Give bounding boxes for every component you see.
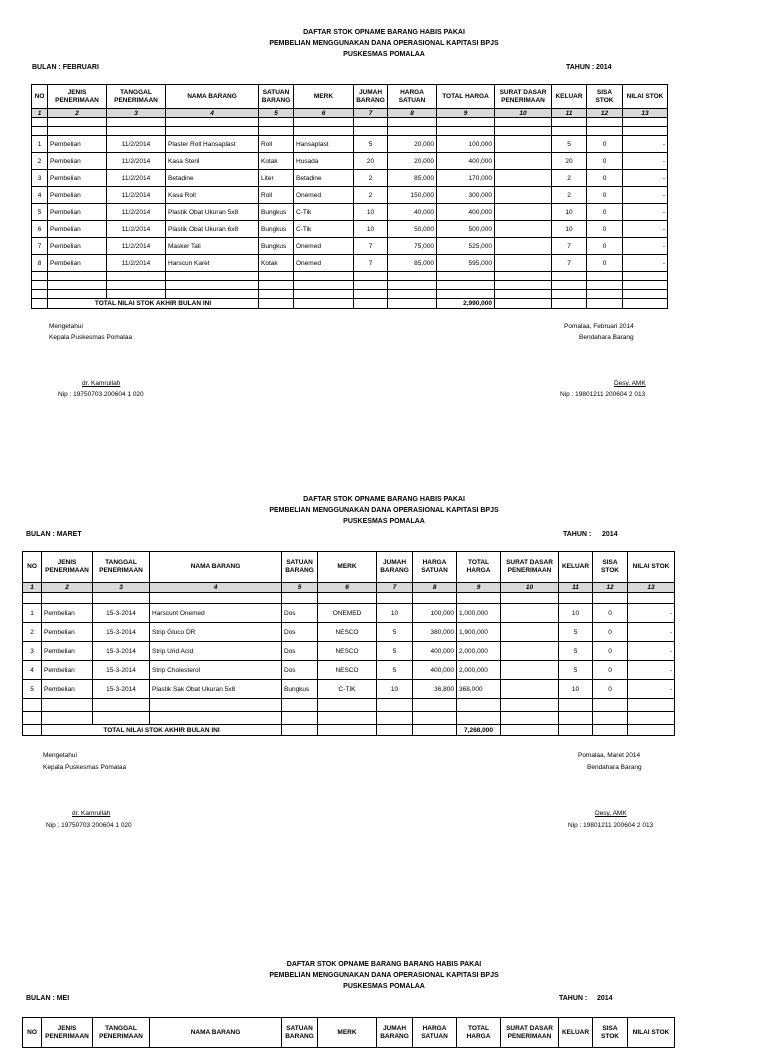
title-line-1: DAFTAR STOK OPNAME BARANG HABIS PAKAI	[303, 29, 465, 36]
mengetahui-label: Mengetahui	[49, 323, 83, 330]
col-number: 1	[23, 583, 42, 593]
place-date: Pomalaa, Maret 2014	[578, 752, 641, 759]
col-header: NILAI STOK	[628, 552, 675, 583]
col-header: NO	[32, 85, 48, 109]
total-label: TOTAL NILAI STOK AKHIR BULAN INI	[42, 725, 282, 736]
col-header: TOTAL HARGA	[457, 552, 501, 583]
col-header: SATUAN BARANG	[282, 552, 318, 583]
col-number: 11	[559, 583, 593, 593]
bulan-label: BULAN : MEI	[26, 995, 70, 1002]
kepala-label: Kepala Puskesmas Pomalaa	[49, 334, 133, 341]
table-row: 5 Pembelian 11/2/2014 Plastik Obat Ukuran 5x8 Bungkus C-Tik 10 40,000 400,000 10 0 -	[32, 204, 668, 221]
total-label: TOTAL NILAI STOK AKHIR BULAN INI	[48, 299, 259, 309]
col-header: TOTAL HARGA	[457, 1018, 501, 1048]
title-line-2: PEMBELIAN MENGGUNAKAN DANA OPERASIONAL KAPITASI BPJS	[269, 972, 499, 979]
col-header: NAMA BARANG	[150, 552, 282, 583]
table-row: 1 Pembelian 15-3-2014 Harscunt Onemed Dos ONEMED 10 100,000 1,000,000 10 0 -	[23, 604, 675, 623]
table-row: 2 Pembelian 15-3-2014 Strip Gluco DR Dos NESCO 5 380,000 1,900,000 5 0 -	[23, 623, 675, 642]
col-number: 4	[166, 109, 259, 118]
table-row: 4 Pembelian 15-3-2014 Strip Cholesterol Dos NESCO 5 400,000 2,000,000 5 0 -	[23, 661, 675, 680]
title-line-3: PUSKESMAS POMALAA	[343, 983, 425, 990]
col-number: 11	[552, 109, 587, 118]
col-header: SATUAN BARANG	[282, 1018, 318, 1048]
title-line-3: PUSKESMAS POMALAA	[343, 51, 425, 58]
bendahara-name: Desy, AMK	[614, 380, 646, 387]
col-number: 5	[259, 109, 294, 118]
col-header: NAMA BARANG	[166, 85, 259, 109]
col-header: HARGA SATUAN	[413, 1018, 457, 1048]
stock-table	[22, 1017, 675, 1048]
title-line-1: DAFTAR STOK OPNAME BARANG HABIS PAKAI	[303, 496, 465, 503]
col-header: JUMAH BARANG	[377, 552, 413, 583]
header-row	[23, 1018, 675, 1048]
col-header: SISA STOK	[593, 1018, 628, 1048]
tahun-value: 2014	[597, 995, 613, 1002]
col-number: 1	[32, 109, 48, 118]
kepala-name: dr. Kamrullah	[72, 810, 111, 817]
table-row: 2 Pembelian 11/2/2014 Kasa Steril Kotak Husada 20 20,000 400,000 20 0 -	[32, 153, 668, 170]
kepala-nip: Nip : 19750703 200604 1 020	[58, 391, 144, 398]
col-number: 7	[377, 583, 413, 593]
col-header: JUMAH BARANG	[377, 1018, 413, 1048]
col-number: 9	[457, 583, 501, 593]
title-line-3: PUSKESMAS POMALAA	[343, 518, 425, 525]
tahun-label: TAHUN :	[563, 531, 592, 538]
tahun-label: TAHUN :	[559, 995, 588, 1002]
col-number: 12	[587, 109, 623, 118]
col-number: 3	[107, 109, 166, 118]
col-number: 4	[150, 583, 282, 593]
col-header: SURAT DASAR PENERIMAAN	[501, 1018, 559, 1048]
col-number: 8	[388, 109, 437, 118]
col-header: MERK	[318, 552, 377, 583]
kepala-nip: Nip : 19750703 200604 1 020	[46, 822, 132, 829]
place-date: Pomalaa, Februari 2014	[564, 323, 634, 330]
col-number: 7	[354, 109, 388, 118]
col-header: MERK	[318, 1018, 377, 1048]
col-header: SURAT DASAR PENERIMAAN	[495, 85, 552, 109]
col-number: 12	[593, 583, 628, 593]
col-header: HARGA SATUAN	[388, 85, 437, 109]
col-number: 10	[495, 109, 552, 118]
col-header: SURAT DASAR PENERIMAAN	[501, 552, 559, 583]
table-row: 5 Pembelian 15-3-2014 Plastik Sak Obat Ukuran 5x8 Bungkus C-TIK 10 36,800 368,000 10 0 -	[23, 680, 675, 699]
col-number: 2	[48, 109, 107, 118]
bulan-label: BULAN : MARET	[26, 531, 82, 538]
col-header: NILAI STOK	[623, 85, 668, 109]
title-line-2: PEMBELIAN MENGGUNAKAN DANA OPERASIONAL KAPITASI BPJS	[269, 507, 499, 514]
col-header: MERK	[294, 85, 354, 109]
mengetahui-label: Mengetahui	[43, 752, 77, 759]
table-row: 3 Pembelian 11/2/2014 Betadine Liter Betadine 2 85,000 170,000 2 0 -	[32, 170, 668, 187]
col-number: 3	[93, 583, 150, 593]
bulan-label: BULAN : FEBRUARI	[32, 64, 99, 71]
col-header: NO	[23, 552, 42, 583]
table-row: 4 Pembelian 11/2/2014 Kasa Roll Roll Onemed 2 150,000 300,000 2 0 -	[32, 187, 668, 204]
table-row: 3 Pembelian 15-3-2014 Strip Urid Acid Dos NESCO 5 400,000 2,000,000 5 0 -	[23, 642, 675, 661]
col-number: 6	[318, 583, 377, 593]
col-header: JENIS PENERIMAAN	[48, 85, 107, 109]
bendahara-label: Bendahara Barang	[579, 334, 634, 341]
col-number: 9	[437, 109, 495, 118]
col-number: 2	[42, 583, 93, 593]
table-row: 8 Pembelian 11/2/2014 Harscun Karet Kotak Onemed 7 85,000 595,000 7 0 -	[32, 255, 668, 272]
col-header: NILAI STOK	[628, 1018, 675, 1048]
col-header: JUMAH BARANG	[354, 85, 388, 109]
col-header: TANGGAL PENERIMAAN	[93, 1018, 150, 1048]
col-number: 13	[623, 109, 668, 118]
col-header: JENIS PENERIMAAN	[42, 1018, 93, 1048]
col-header: KELUAR	[559, 1018, 593, 1048]
col-header: JENIS PENERIMAAN	[42, 552, 93, 583]
title-line-2: PEMBELIAN MENGGUNAKAN DANA OPERASIONAL KAPITASI BPJS	[269, 40, 499, 47]
tahun-value: 2014	[596, 64, 612, 71]
tahun-label: TAHUN :	[566, 64, 595, 71]
col-header: SISA STOK	[593, 552, 628, 583]
col-header: NAMA BARANG	[150, 1018, 282, 1048]
col-number: 13	[628, 583, 675, 593]
col-number: 10	[501, 583, 559, 593]
col-header: NO	[23, 1018, 42, 1048]
col-header: TANGGAL PENERIMAAN	[107, 85, 166, 109]
bendahara-label: Bendahara Barang	[587, 764, 642, 771]
col-header: SATUAN BARANG	[259, 85, 294, 109]
col-header: KELUAR	[552, 85, 587, 109]
col-header: HARGA SATUAN	[413, 552, 457, 583]
title-line-1: DAFTAR STOK OPNAME BARANG BARANG HABIS PAKAI	[286, 961, 482, 968]
report-title	[0, 959, 768, 992]
table-row: 6 Pembelian 11/2/2014 Plastik Obat Ukuran 6x8 Bungkus C-Tik 10 50,000 500,000 10 0 -	[32, 221, 668, 238]
col-number: 8	[413, 583, 457, 593]
col-number: 6	[294, 109, 354, 118]
col-header: TOTAL HARGA	[437, 85, 495, 109]
table-row: 7 Pembelian 11/2/2014 Masker Tali Bungkus Onemed 7 75,000 525,000 7 0 -	[32, 238, 668, 255]
bendahara-nip: Nip : 19801211 200604 2 013	[560, 391, 646, 398]
total-value: 2,990,000	[437, 299, 495, 309]
total-value: 7,268,000	[457, 725, 501, 736]
col-header: SISA STOK	[587, 85, 623, 109]
kepala-label: Kepala Puskesmas Pomalaa	[43, 764, 127, 771]
bendahara-name: Desy, AMK	[595, 810, 627, 817]
bendahara-nip: Nip : 19801211 200604 2 013	[568, 822, 654, 829]
col-header: TANGGAL PENERIMAAN	[93, 552, 150, 583]
table-row: 1 Pembelian 11/2/2014 Plaster Roll Hansaplast Roll Hansaplast 5 20,000 100,000 5 0 -	[32, 136, 668, 153]
col-number: 5	[282, 583, 318, 593]
kepala-name: dr. Kamrullah	[82, 380, 121, 387]
col-header: KELUAR	[559, 552, 593, 583]
tahun-value: 2014	[602, 531, 618, 538]
